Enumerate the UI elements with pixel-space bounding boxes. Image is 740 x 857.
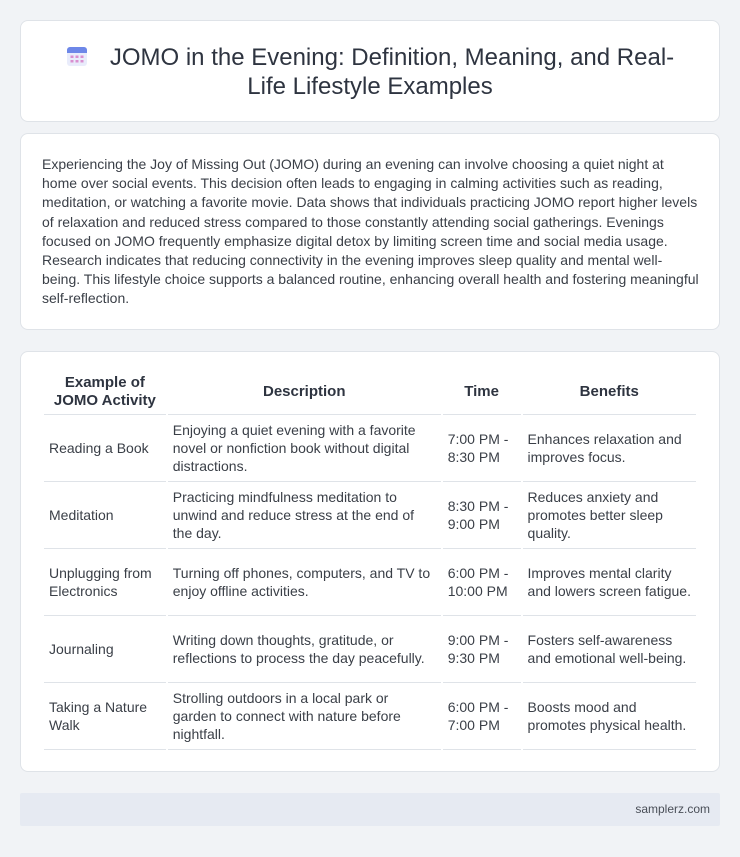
table-row (44, 549, 696, 616)
cell-description: Turning off phones, computers, and TV to enjoy offline activities. (168, 549, 441, 616)
cell-description: Practicing mindfulness meditation to unwind and reduce stress at the end of the day. (168, 482, 441, 549)
footer-site-link[interactable]: samplerz.com (635, 802, 710, 816)
cell-activity: Reading a Book (44, 415, 166, 482)
header-activity: Example of JOMO Activity (44, 369, 166, 415)
cell-benefits: Improves mental clarity and lowers screen fatigue. (523, 549, 696, 616)
cell-time: 7:00 PM - 8:30 PM (443, 415, 521, 482)
cell-time: 6:00 PM - 10:00 PM (443, 549, 521, 616)
cell-time: 8:30 PM - 9:00 PM (443, 482, 521, 549)
header-benefits: Benefits (523, 369, 696, 415)
cell-description: Writing down thoughts, gratitude, or reflections to process the day peacefully. (168, 616, 441, 683)
cell-description: Strolling outdoors in a local park or garden to connect with nature before nightfall. (168, 683, 441, 750)
cell-activity: Unplugging from Electronics (44, 549, 166, 616)
table-row (44, 616, 696, 683)
footer-bar (20, 793, 720, 826)
table-row (44, 415, 696, 482)
table-row (44, 482, 696, 549)
table-header-row (44, 369, 696, 415)
cell-benefits: Enhances relaxation and improves focus. (523, 415, 696, 482)
cell-activity: Taking a Nature Walk (44, 683, 166, 750)
cell-time: 6:00 PM - 7:00 PM (443, 683, 521, 750)
table-row (44, 683, 696, 750)
header-time: Time (443, 369, 521, 415)
page-title-wrap (51, 43, 689, 101)
activities-table (42, 369, 698, 750)
header-description: Description (168, 369, 441, 415)
cell-time: 9:00 PM - 9:30 PM (443, 616, 521, 683)
calendar-icon (66, 45, 88, 67)
cell-benefits: Boosts mood and promotes physical health. (523, 683, 696, 750)
cell-description: Enjoying a quiet evening with a favorite novel or nonfiction book without digital distractions. (168, 415, 441, 482)
title-card (20, 20, 720, 122)
intro-paragraph: Experiencing the Joy of Missing Out (JOMO) during an evening can involve choosing a quiet night at home over social events. This decision often leads to engaging in calming activities such as reading, meditation, or watching a favorite movie. Data shows that individuals practicing JOMO report higher levels of relaxation and reduced stress compared to those constantly attending social gatherings. Evenings focused on JOMO frequently emphasize digital detox by limiting screen time and social media usage. Research indicates that reducing connectivity in the evening improves sleep quality and mental well-being. This lifestyle choice supports a balanced routine, enhancing overall health and fostering meaningful self-reflection. (42, 156, 699, 307)
intro-card (20, 133, 720, 330)
cell-benefits: Fosters self-awareness and emotional well-being. (523, 616, 696, 683)
cell-activity: Meditation (44, 482, 166, 549)
table-card (20, 351, 720, 772)
cell-benefits: Reduces anxiety and promotes better sleep quality. (523, 482, 696, 549)
page-title: JOMO in the Evening: Definition, Meaning, and Real-Life Lifestyle Examples (109, 44, 675, 100)
cell-activity: Journaling (44, 616, 166, 683)
